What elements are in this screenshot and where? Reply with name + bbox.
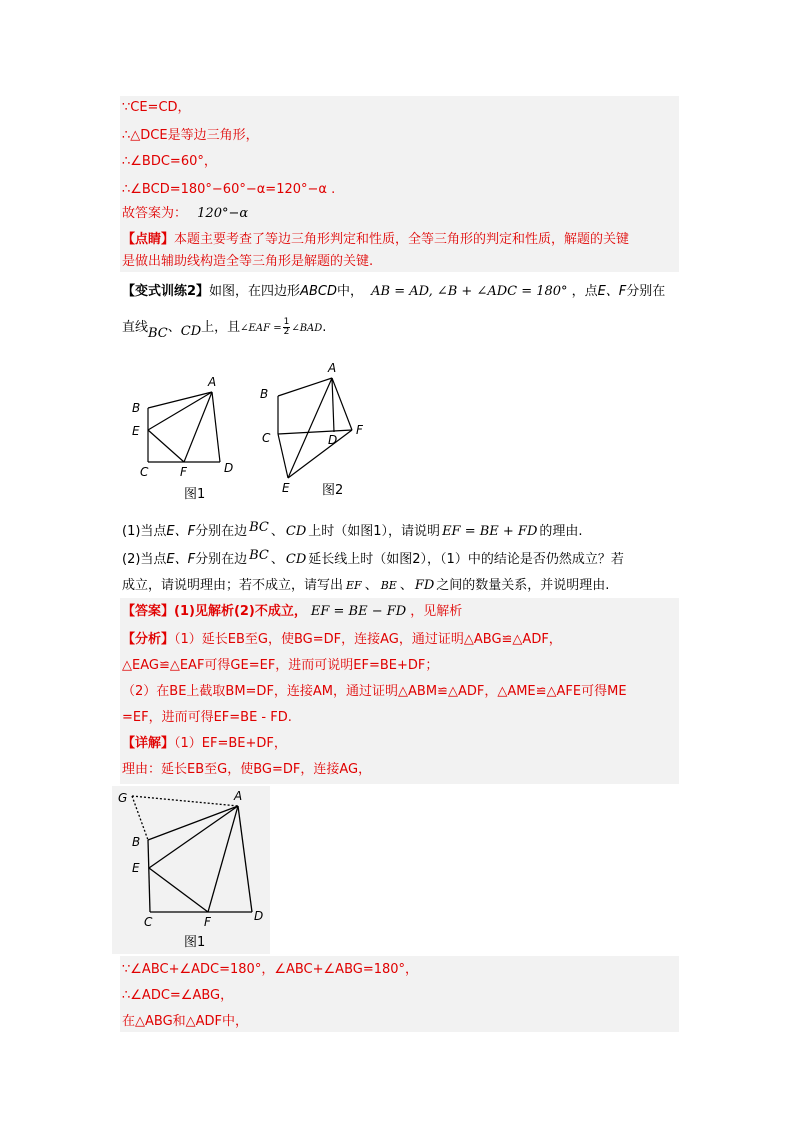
analysis-line-3: （2）在BE上截取BM=DF，连接AM，通过证明△ABM≌△ADF，△AME≌△AFE可得ME [122,684,627,699]
line-bc: BC [148,326,168,341]
proof-line-1: ∵∠ABC+∠ADC=180°，∠ABC+∠ABG=180°， [122,962,419,977]
solution-line-2: ∴△DCE是等边三角形， [122,128,259,143]
fig1-edge-ef [148,430,184,462]
q3-text-e: 、 [399,578,413,593]
fig2-edge-af [332,378,352,430]
figure-1 [128,372,244,502]
angle-bad: ∠BAD [291,323,323,334]
problem-text-1c: 中， [336,284,363,299]
question-2-cont [122,576,609,596]
q1-text-a: (1)当点 [122,524,167,539]
fig3-label-e: E [132,861,140,875]
problem-text-2c: 、 [167,320,181,335]
comment-line-2: 是做出辅助线构造全等三角形是解题的关键. [122,254,374,269]
q1-text-e: 、 [270,524,284,539]
problem-text-1f: 分别在 [626,284,666,299]
q2-points: E、F [166,552,196,567]
proof-line-2: ∴∠ADC=∠ABG， [122,988,234,1003]
q2-text-c: 分别在边 [195,552,248,567]
problem-text-2h: . [322,320,327,335]
detail-line-1 [122,734,287,754]
question-2 [122,550,624,570]
fig3-edge-ga [132,796,238,806]
fig2-edge-ce [278,434,288,478]
q3-text-g: 之间的数量关系，并说明理由. [436,578,610,593]
analysis-line-1 [122,630,562,650]
fig3-caption: 图1 [184,935,206,950]
fig3-label-f: F [204,915,211,929]
q3-text-a: 成立，请说明理由；若不成立，请写出 [122,578,344,593]
q1-text-g: 上时（如图1），请说明 [308,524,441,539]
analysis-text-1: （1）延长EB至G，使BG=DF，连接AG，通过证明△ABG≌△ADF， [174,632,562,647]
problem-quad-name: ABCD [300,284,337,299]
solution-line-3: ∴∠BDC=60°， [122,154,217,169]
fig1-edge-ad [212,392,220,462]
fraction-half [283,318,291,337]
line-cd: CD [180,324,202,339]
fraction-denominator: 2 [283,327,290,337]
fig1-label-f: F [180,465,187,479]
problem-line-2 [122,318,326,339]
fig2-edge-ba [278,378,332,396]
answer-label: 故答案为： [122,206,188,221]
fig2-label-e: E [282,481,290,495]
fig2-edge-ef [288,430,352,478]
fig3-label-a: A [234,789,243,803]
problem-points: E、F [597,284,627,299]
figure-3 [112,786,270,954]
answer-line [122,602,462,622]
answer-value: 120°−α [197,206,249,221]
q2-text-e: 、 [270,552,284,567]
q1-bc: BC [249,520,269,535]
q3-fd: FD [414,578,435,593]
fig3-label-g: G [118,791,128,805]
fig2-label-b: B [260,387,269,401]
solution-line-1: ∵CE=CD， [122,100,191,115]
detail-line-2: 理由：延长EB至G，使BG=DF，连接AG， [122,762,372,777]
fig1-label-e: E [132,424,140,438]
q1-text-i: 的理由. [539,524,583,539]
fig2-edge-ae [288,378,332,478]
figure-2 [250,358,380,504]
analysis-line-2: △EAG≌△EAF可得GE=EF，进而可说明EF=BE+DF； [122,658,439,673]
angle-eaf: ∠EAF = [240,323,282,334]
fig3-edge-cb [148,840,150,912]
fig2-edge-ad [332,378,334,432]
q3-text-c: 、 [364,578,378,593]
q1-relation: EF = BE + FD [442,524,538,539]
q1-text-c: 分别在边 [195,524,248,539]
detail-tag: 【详解】 [122,736,175,751]
fig3-edge-gb [132,796,148,840]
fig2-label-a: A [328,361,337,375]
answer-formula: EF = BE − FD [310,604,407,619]
fig3-edge-ef [149,868,208,912]
answer-tag: 【答案】 [122,604,175,619]
fig3-label-b: B [132,835,141,849]
q2-bc: BC [249,548,269,563]
detail-text-1: （1）EF=BE+DF， [174,736,287,751]
fig2-label-c: C [262,431,271,445]
q1-cd: CD [285,524,307,539]
fig1-label-c: C [140,465,149,479]
problem-text-1d: ，点 [571,284,598,299]
problem-text-2a: 直线 [122,320,149,335]
solution-line-5 [122,204,248,224]
problem-tag: 【变式训练2】 [122,284,210,299]
analysis-line-4: =EF，进而可得EF=BE - FD. [122,710,292,725]
solution-line-4: ∴∠BCD=180°−60°−α=120°−α . [122,182,336,197]
answer-tail: ，见解析 [410,604,463,619]
fig1-edge-fa [184,392,212,462]
question-1 [122,522,583,542]
fig2-edge-cf [278,430,352,434]
q2-text-g: 延长线上时（如图2），（1）中的结论是否仍然成立？若 [308,552,624,567]
q3-be: BE [380,579,397,592]
q3-ef: EF [346,579,362,592]
fig1-label-b: B [132,401,141,415]
comment-text-1: 本题主要考查了等边三角形判定和性质，全等三角形的判定和性质，解题的关键 [174,232,630,247]
fig3-edge-ba [148,806,238,840]
fig1-edge-ba [148,392,212,408]
fig1-label-d: D [224,461,234,475]
fig2-caption: 图2 [322,483,344,498]
fig2-label-d: D [328,433,338,447]
proof-line-3: 在△ABG和△ADF中， [122,1014,249,1029]
comment-line-1 [122,230,629,250]
q2-text-a: (2)当点 [122,552,167,567]
analysis-tag: 【分析】 [122,632,175,647]
problem-condition: AB = AD, ∠B + ∠ADC = 180° [371,284,568,299]
fig3-edge-ad [238,806,252,912]
fig1-caption: 图1 [184,487,206,502]
q2-cd: CD [285,552,307,567]
fig3-edge-fa [208,806,238,912]
fig1-label-a: A [208,375,217,389]
problem-text-2e: 上，且 [201,320,241,335]
problem-text-1a: 如图，在四边形 [209,284,301,299]
q1-points: E、F [166,524,196,539]
fig3-label-c: C [144,915,153,929]
fig3-edge-ea [149,806,238,868]
fig2-label-f: F [356,423,363,437]
answer-text: (1)见解析(2)不成立， [174,604,307,619]
fig1-edge-ea [148,392,212,430]
comment-tag: 【点睛】 [122,232,175,247]
problem-line-1 [122,282,665,302]
fraction-numerator: 1 [283,317,290,327]
fig3-label-d: D [254,909,264,923]
